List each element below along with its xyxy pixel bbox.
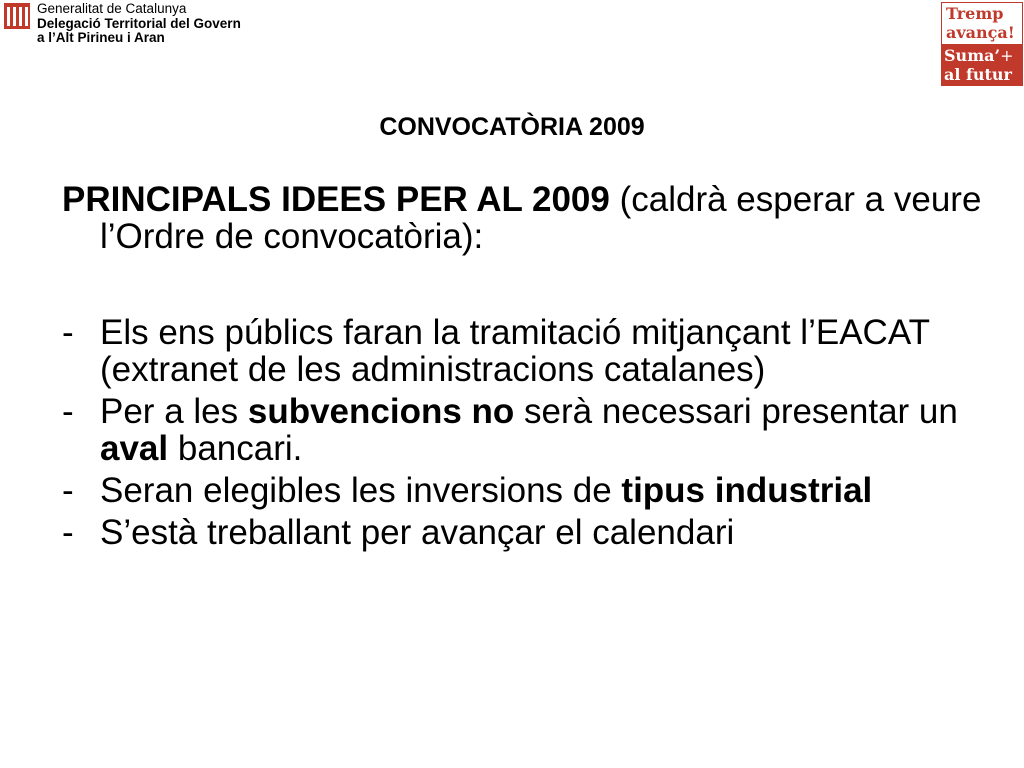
badge-line-2: avança! — [946, 23, 1015, 42]
badge-line-3 — [944, 46, 1023, 65]
bullet-text: bancari. — [168, 429, 303, 468]
lead-paragraph — [62, 181, 1000, 255]
bullet-bold-text: aval — [100, 429, 169, 468]
bullet-bold-text: subvencions no — [247, 392, 515, 431]
badge-line-1: Tremp — [946, 4, 1004, 23]
badge-plus: + — [1000, 46, 1014, 65]
bullet-list — [62, 314, 982, 556]
header-text — [37, 2, 241, 46]
gencat-logo-icon — [4, 3, 30, 29]
header-line-3: a l’Alt Pirineu i Aran — [37, 30, 165, 45]
bullet-item — [62, 472, 982, 509]
lead-rest: (caldrà esperar a veure l’Ordre de convocatòria): — [100, 180, 982, 256]
bullet-item — [62, 314, 982, 388]
bullet-bold-text: tipus industrial — [621, 471, 873, 510]
bullet-text: Seran elegibles les inversions de — [100, 471, 622, 510]
bullet-text: S’està treballant per avançar el calendari — [100, 513, 735, 552]
header-line-1: Generalitat de Catalunya — [37, 1, 187, 16]
badge-line-3-main: Suma’ — [944, 46, 1001, 65]
slide-title: CONVOCATÒRIA 2009 — [379, 113, 645, 141]
bullet-dash: - — [62, 313, 74, 352]
bullet-dash: - — [62, 513, 74, 552]
badge-line-4: al futur — [944, 65, 1012, 84]
bullet-dash: - — [62, 392, 74, 431]
bullet-text: serà necessari presentar un — [514, 392, 958, 431]
lead-bold: PRINCIPALS IDEES PER AL 2009 — [62, 180, 610, 219]
bullet-dash: - — [62, 471, 74, 510]
tremp-badge — [941, 2, 1023, 86]
gencat-header — [4, 2, 241, 46]
badge-bottom — [941, 44, 1023, 86]
header-line-2: Delegació Territorial del Govern — [37, 15, 241, 31]
badge-top — [941, 2, 1023, 44]
bullet-text: Els ens públics faran la tramitació mitjançant l’EACAT (extranet de les administracions catalanes) — [100, 313, 930, 389]
bullet-text: Per a les — [100, 392, 248, 431]
bullet-item — [62, 514, 982, 551]
bullet-item — [62, 393, 982, 467]
